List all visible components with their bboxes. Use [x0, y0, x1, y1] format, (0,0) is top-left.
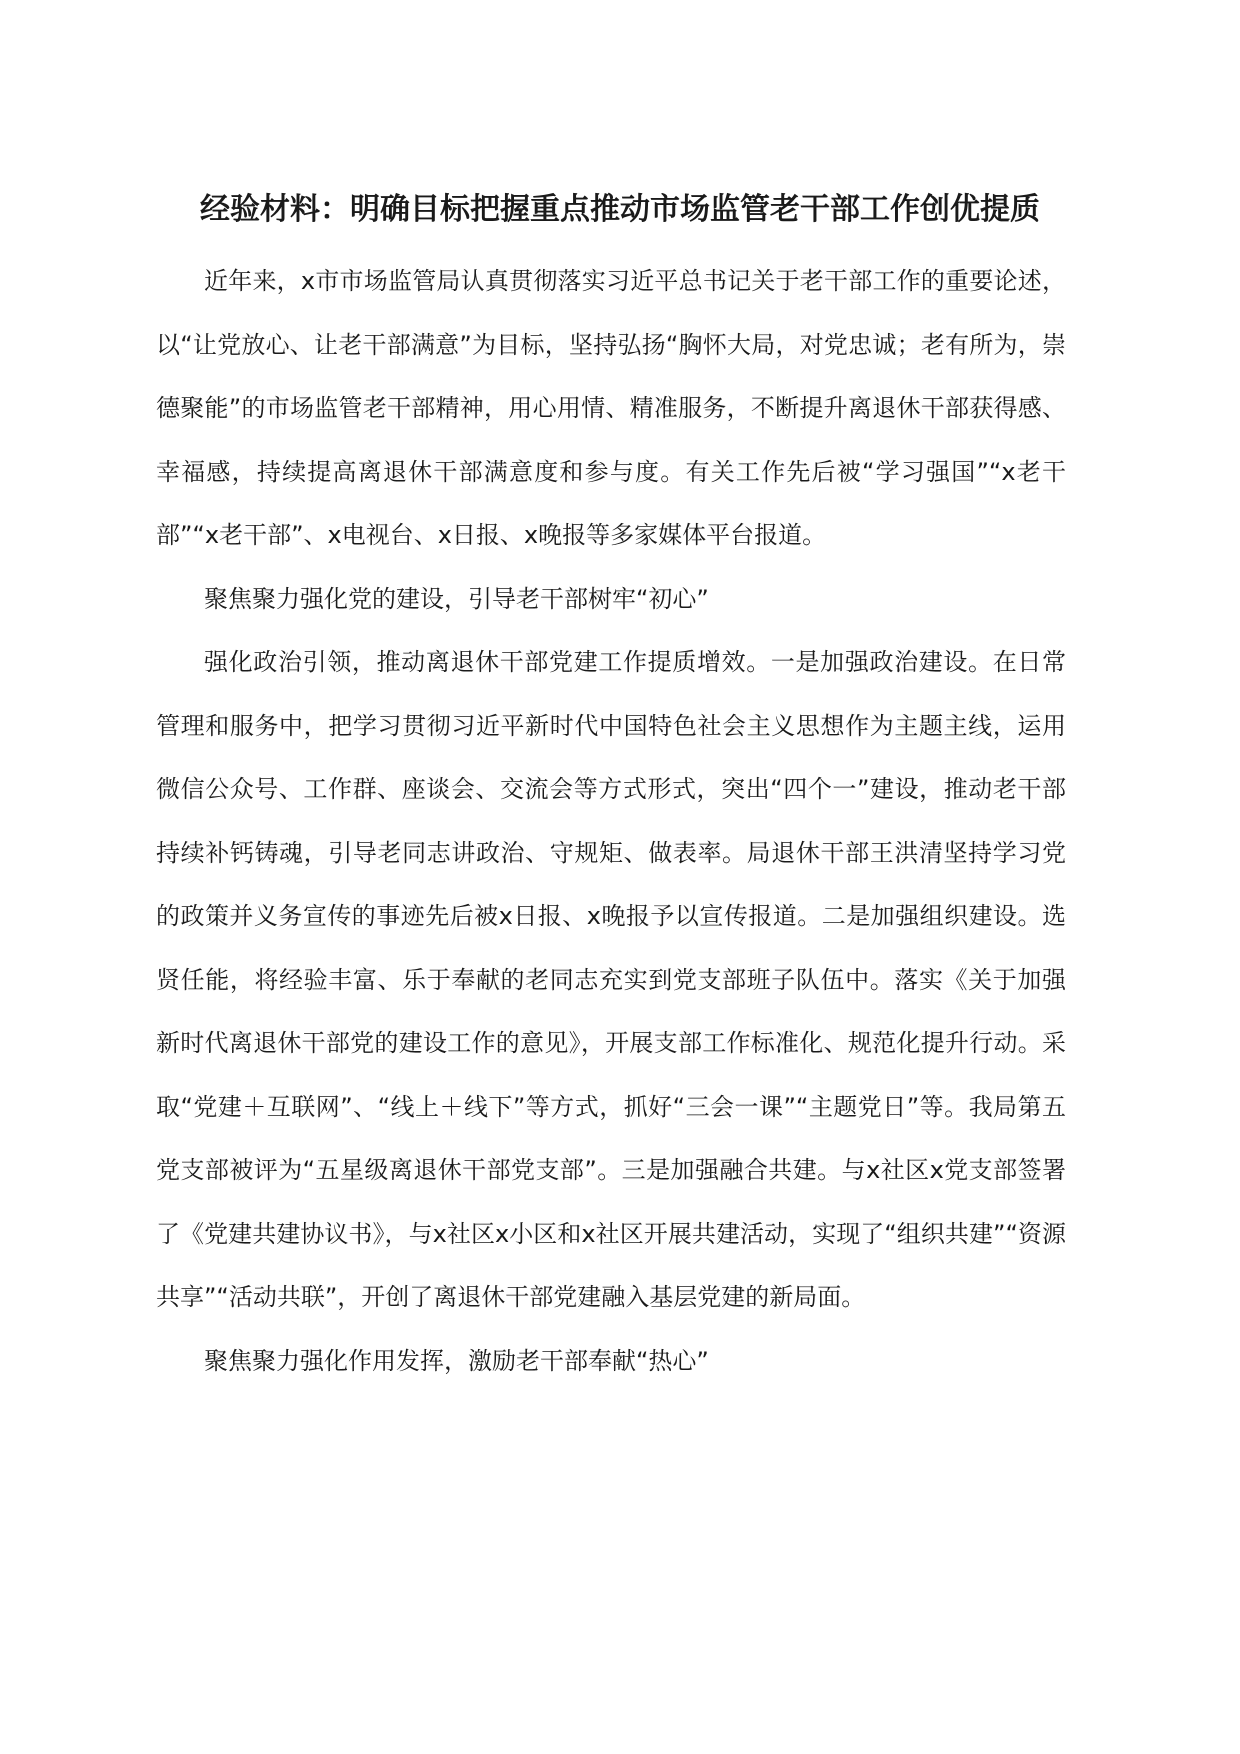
document-body	[156, 250, 1066, 1393]
section-1-heading: 聚焦聚力强化党的建设，引导老干部树牢“初心”	[204, 584, 709, 613]
intro-paragraph: 近年来，x市市场监管局认真贯彻落实习近平总书记关于老干部工作的重要论述，以“让党放心、让老干部满意”为目标，坚持弘扬“胸怀大局，对党忠诚；老有所为，崇德聚能”的市场监管老干部精神，用心用情、精准服务，不断提升离退休干部获得感、幸福感，持续提高离退休干部满意度和参与度。有关工作先后被“学习强国”“x老干部”“x老干部”、x电视台、x日报、x晚报等多家媒体平台报道。	[156, 267, 1066, 549]
section-1-paragraph: 强化政治引领，推动离退休干部党建工作提质增效。一是加强政治建设。在日常管理和服务中，把学习贯彻习近平新时代中国特色社会主义思想作为主题主线，运用微信公众号、工作群、座谈会、交流会等方式形式，突出“四个一”建设，推动老干部持续补钙铸魂，引导老同志讲政治、守规矩、做表率。局退休干部王洪清坚持学习党的政策并义务宣传的事迹先后被x日报、x晚报予以宣传报道。二是加强组织建设。选贤任能，将经验丰富、乐于奉献的老同志充实到党支部班子队伍中。落实《关于加强新时代离退休干部党的建设工作的意见》，开展支部工作标准化、规范化提升行动。采取“党建＋互联网”、“线上＋线下”等方式，抓好“三会一课”“主题党日”等。我局第五党支部被评为“五星级离退休干部党支部”。三是加强融合共建。与x社区x党支部签署了《党建共建协议书》，与x社区x小区和x社区开展共建活动，实现了“组织共建”“资源共享”“活动共联”，开创了离退休干部党建融入基层党建的新局面。	[156, 648, 1066, 1311]
section-2-heading: 聚焦聚力强化作用发挥，激励老干部奉献“热心”	[204, 1346, 709, 1375]
document-title: 经验材料：明确目标把握重点推动市场监管老干部工作创优提质	[200, 192, 1040, 227]
